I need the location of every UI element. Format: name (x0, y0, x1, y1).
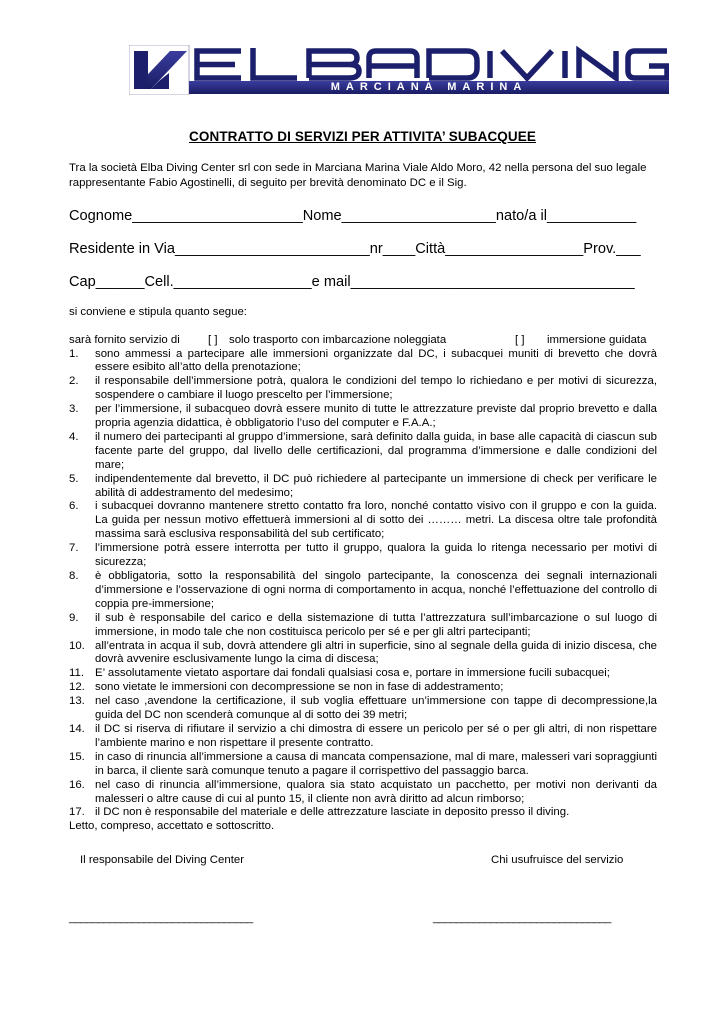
signature-label-left: Il responsabile del Diving Center (80, 854, 244, 866)
clause-text: E’ assolutamente vietato asportare dai fondali qualsiasi cosa e, portare in immersione fucili subacquei; (95, 667, 610, 680)
clause-text: nel caso di rinuncia all’immersione, qualora sia stato acquistato un pacchetto, per motivi non derivanti da malesseri o altre cause di cui al punto 15, il cliente non avrà diritto ad alcun rimborso; (95, 778, 657, 805)
clause-number: 8. (69, 570, 79, 582)
clause-number: 6. (69, 500, 79, 513)
clause-number: 9. (69, 611, 79, 624)
signature-line-right[interactable]: _______________________________ (433, 912, 611, 924)
clause-text: per l’immersione, il subacqueo dovrà essere munito di tutte le attrezzature previste dal proprio brevetto e dalla propria agenzia didattica, è obbligatorio l’uso del computer e F.A.A.; (95, 403, 657, 430)
clause-item (69, 612, 657, 640)
clause-text: è obbligatoria, sotto la responsabilità del singolo partecipante, la conoscenza dei segnali internazionali d’immersione e l’osservazione di ogni norma di comportamento in acqua, nonché l’effettuazione del controllo di coppia pre-immersione; (95, 570, 657, 610)
clause-number: 4. (69, 430, 79, 443)
clause-item (69, 723, 657, 751)
clause-text: indipendentemente dal brevetto, il DC può richiedere al partecipante un immersione di check per verificare le abilità di addestramento del medesimo; (95, 472, 657, 499)
logo-subtitle: MARCIANA MARINA (330, 81, 528, 93)
clause-text: in caso di rinuncia all’immersione a causa di mancata compensazione, mal di mare, malesseri vari sopraggiunti in barca, il cliente sarà comunque tenuto a pagare il corrispettivo del passaggio barca. (95, 750, 657, 777)
clause-number: 3. (69, 403, 79, 416)
clause-text: il DC non è responsabile del materiale e delle attrezzature lasciate in deposito presso il diving. (95, 806, 570, 819)
clause-number: 10. (69, 639, 85, 652)
personal-data-row-1[interactable]: Cognome_____________________Nome___________________nato/a il___________ (69, 208, 637, 224)
clause-number: 14. (69, 722, 85, 735)
clause-text: l’immersione potrà essere interrotta per tutto il gruppo, qualora la guida lo ritenga necessario per motivi di sicurezza; (95, 542, 657, 569)
intro-paragraph: Tra la società Elba Diving Center srl con sede in Marciana Marina Viale Aldo Moro, 42 nella persona del suo legale rappresentante Fabio Agostinelli, di seguito per brevità denominato DC e il Sig. (69, 162, 647, 189)
clause-text: il DC si riserva di rifiutare il servizio a chi dimostra di essere un pericolo per sé o per gli altri, di non rispettare l’ambiente marino e non rispettare il presente contratto. (95, 722, 657, 749)
clause-number: 17. (69, 806, 85, 819)
clause-text: il numero dei partecipanti al gruppo d’immersione, sarà definito dalla guida, in base alle capacità di ciascun sub facente parte del gruppo, dal livello delle certificazioni, dal programma d’immersione e dalle condizioni del mare; (95, 430, 657, 471)
clause-text: sono vietate le immersioni con decompressione se non in fase di addestramento; (95, 681, 504, 694)
clause-item (69, 403, 657, 431)
clause-number: 15. (69, 750, 85, 763)
elbadiving-logo (129, 45, 669, 95)
clause-item (69, 640, 657, 668)
clauses-list (69, 348, 657, 835)
clause-text: il responsabile dell’immersione potrà, qualora le condizioni del tempo lo richiedano e per motivi di sicurezza, sospendere o cambiare il luogo prescelto per l’immersione; (95, 375, 657, 402)
clause-item (69, 681, 657, 695)
clause-item (69, 348, 657, 376)
clause-item (69, 542, 657, 570)
clause-item (69, 751, 657, 779)
option2-checkbox[interactable]: [ ] (515, 334, 525, 346)
clause-number: 1. (69, 347, 79, 360)
clause-text: il sub è responsabile del carico e della sistemazione di tutta l’attrezzatura sull’imbarcazione o sul luogo di immersione, in modo tale che non costituisca pericolo per sé e per gli altri partecipanti; (95, 611, 657, 638)
clause-text: nel caso ,avendone la certificazione, il sub voglia effettuare un’immersione con tappe di decompressione,la guida del DC non scenderà comunque al di sotto dei 39 metri; (95, 695, 657, 722)
personal-data-row-3[interactable]: Cap______Cell._________________e mail___________________________________ (69, 274, 635, 290)
signature-line-left[interactable]: ________________________________ (69, 912, 253, 924)
signature-label-right: Chi usufruisce del servizio (491, 854, 624, 866)
clause-text: all’entrata in acqua il sub, dovrà attendere gli altri in superficie, sino al segnale della guida di inizio discesa, che dovrà avvenire esclusivamente lungo la cima di discesa; (95, 639, 657, 666)
clause-number: 12. (69, 681, 85, 694)
clause-number: 5. (69, 472, 79, 485)
clause-number: 16. (69, 778, 85, 791)
option2-label: immersione guidata (547, 334, 647, 346)
clause-text: sono ammessi a partecipare alle immersioni organizzate dal DC, i subacquei muniti di brevetto che dovrà essere esibito all’atto della prenotazione; (95, 347, 657, 374)
clause-item (69, 779, 657, 807)
clause-item (69, 806, 657, 820)
clause-number: 7. (69, 542, 79, 555)
closing-statement: Letto, compreso, accettato e sottoscritto. (69, 820, 275, 833)
personal-data-row-2[interactable]: Residente in Via________________________nr____Città_________________Prov.___ (69, 241, 641, 257)
document-title: CONTRATTO DI SERVIZI PER ATTIVITA’ SUBACQUEE (189, 129, 536, 144)
clause-item (69, 500, 657, 542)
clause-item (69, 473, 657, 501)
clause-item (69, 570, 657, 612)
option1-label: solo trasporto con imbarcazione noleggiata (229, 334, 447, 346)
option1-checkbox[interactable]: [ ] (208, 334, 218, 346)
stipulation-text: si conviene e stipula quanto segue: (69, 306, 247, 318)
clause-item (69, 375, 657, 403)
clause-item (69, 431, 657, 473)
service-intro: sarà fornito servizio di (69, 334, 180, 346)
clause-text: i subacquei dovranno mantenere stretto contatto fra loro, nonché contatto visivo con il gruppo e con la guida. La guida per nessun motivo effettuerà immersioni al di sotto dei ……… metri. La discesa oltre tale profondità massima sarà esclusiva responsabilità del sub certificato; (95, 500, 657, 541)
clause-number: 13. (69, 695, 85, 708)
clause-number: 11. (69, 667, 84, 680)
clause-item (69, 695, 657, 723)
clause-item (69, 667, 657, 681)
clause-number: 2. (69, 375, 79, 388)
